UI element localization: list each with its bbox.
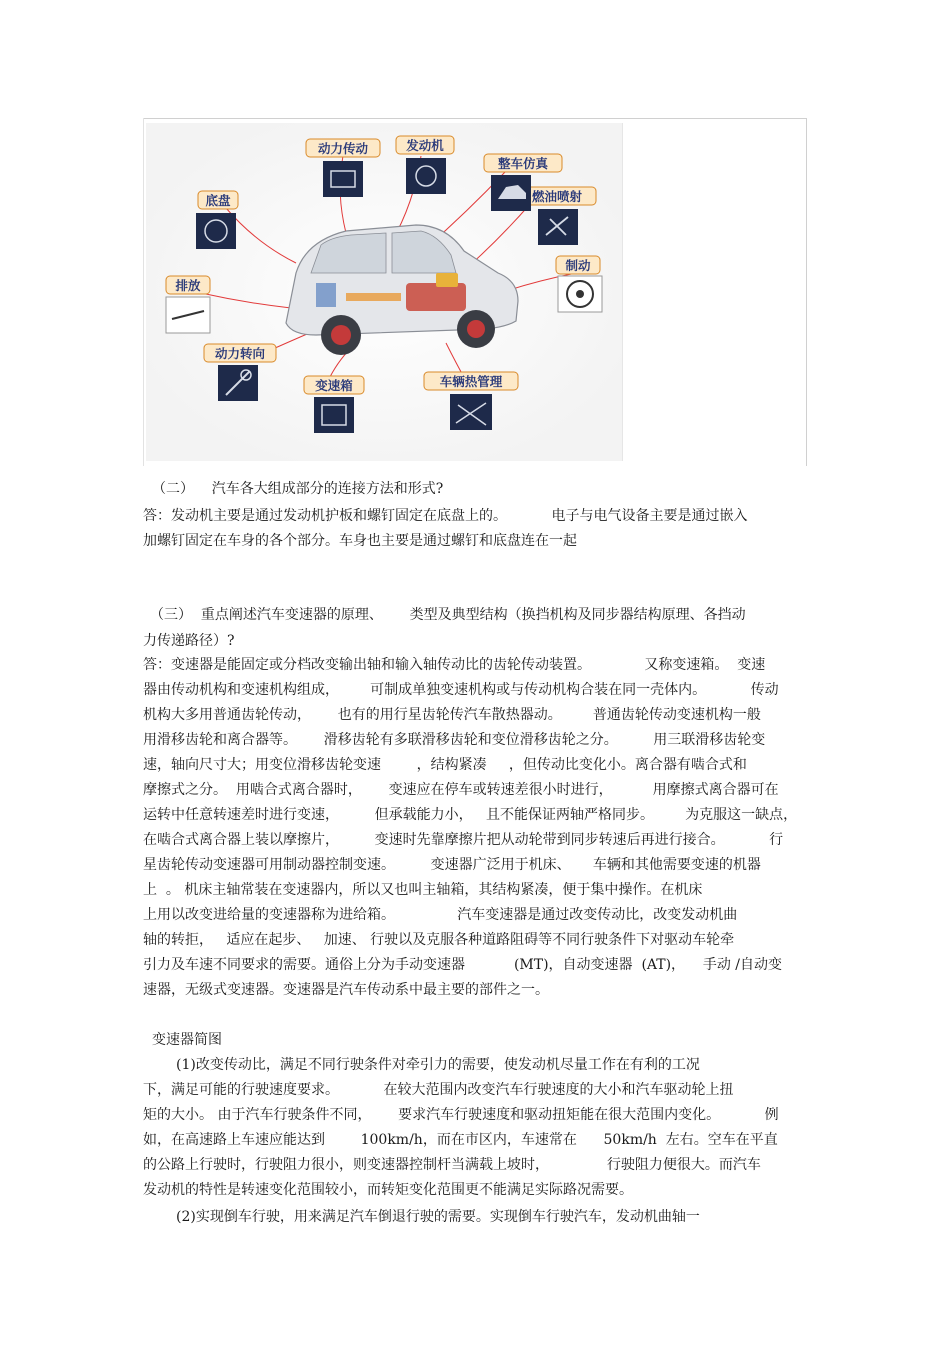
point-2-line-1: (2)实现倒车行驶，用来满足汽车倒退行驶的需要。实现倒车行驶汽车，发动机曲轴一	[176, 1209, 700, 1225]
label-gearbox: 变速箱	[315, 378, 353, 393]
section-heading-2: （二） 汽车各大组成部分的连接方法和形式?	[152, 481, 444, 497]
answer-3-line-8: 在啮合式离合器上装以摩擦片， 变速时先靠摩擦片把从动轮带到同步转速后再进行接合。 行	[143, 832, 784, 848]
label-vehicle-sim: 整车仿真	[497, 156, 549, 171]
point-1-line-1: (1)改变传动比，满足不同行驶条件对牵引力的需要，使发动机尽量工作在有利的工况	[176, 1057, 700, 1073]
answer-3-line-14: 速器，无级式变速器。变速器是汽车传动系中最主要的部件之一。	[143, 982, 549, 998]
point-1-line-3: 矩的大小。 由于汽车行驶条件不同， 要求汽车行驶速度和驱动扭矩能在很大范围内变化。 例	[143, 1107, 779, 1123]
engine-icon	[406, 158, 446, 194]
point-1-line-2: 下，满足可能的行驶速度要求。 在较大范围内改变汽车行驶速度的大小和汽车驱动轮上扭	[143, 1082, 734, 1098]
figure-frame-top	[143, 118, 807, 119]
answer-3-line-1: 答：变速器是能固定或分档改变输出轴和输入轴传动比的齿轮传动装置。 又称变速箱。 变速	[143, 657, 766, 673]
point-1-line-4: 如，在高速路上车速应能达到 100km/h，而在市区内，车速常在 50km/h 左右。空车在平直	[143, 1132, 778, 1148]
answer-3-line-6: 摩擦式之分。 用啮合式离合器时， 变速应在停车或转速差很小时进行， 用摩擦式离合器可在	[143, 782, 779, 798]
answer-3-line-12: 轴的转拒， 适应在起步、 加速、 行驶以及克服各种道路阻碍等不同行驶条件下对驱动车轮牵	[143, 932, 735, 948]
fuel-injection-icon	[538, 209, 578, 245]
gearbox-diagram-caption: 变速器简图	[152, 1032, 222, 1048]
label-chassis: 底盘	[205, 193, 231, 208]
answer-3-line-2: 器由传动机构和变速机构组成， 可制成单独变速机构或与传动机构合装在同一壳体内。 传动	[143, 682, 779, 698]
label-fuel-injection: 燃油喷射	[531, 189, 583, 204]
answer-3-line-11: 上用以改变进给量的变速器称为进给箱。 汽车变速器是通过改变传动比，改变发动机曲	[143, 907, 738, 923]
section-heading-3-line-1: （三） 重点阐述汽车变速器的原理、 类型及典型结构（换挡机构及同步器结构原理、各挡动	[150, 607, 746, 623]
label-thermal: 车辆热管理	[439, 374, 503, 389]
vehicle-sim-icon	[491, 175, 531, 211]
brake-icon	[558, 276, 602, 312]
label-powertrain: 动力传动	[317, 141, 369, 156]
label-exhaust: 排放	[175, 278, 201, 293]
chassis-icon	[196, 213, 236, 249]
answer-3-line-13: 引力及车速不同要求的需要。通俗上分为手动变速器 (MT)，自动变速器 (AT)， 手动 /自动变	[143, 957, 783, 973]
section-heading-3-line-2: 力传递路径）?	[143, 633, 235, 649]
gearbox-icon	[314, 397, 354, 433]
answer-3-line-5: 速，轴向尺寸大；用变位滑移齿轮变速 ，结构紧凑 ，但传动比变化小。离合器有啮合式和	[143, 757, 747, 773]
label-brake: 制动	[565, 258, 591, 273]
label-steering: 动力转向	[214, 346, 266, 361]
point-1-line-5: 的公路上行驶时，行驶阻力很小，则变速器控制杆当满载上坡时， 行驶阻力便很大。而汽车	[143, 1157, 761, 1173]
answer-2-line-1: 答：发动机主要是通过发动机护板和螺钉固定在底盘上的。 电子与电气设备主要是通过嵌入	[143, 508, 748, 524]
powertrain-icon	[323, 161, 363, 197]
exhaust-icon	[166, 297, 210, 333]
answer-2-line-2: 加螺钉固定在车身的各个部分。车身也主要是通过螺钉和底盘连在一起	[143, 533, 577, 549]
thermal-icon	[450, 394, 492, 430]
steering-icon	[218, 365, 258, 401]
figure-frame-left	[143, 118, 144, 466]
answer-3-line-10: 上 。 机床主轴常装在变速器内，所以又也叫主轴箱，其结构紧凑，便于集中操作。在机床	[143, 882, 703, 898]
car-components-diagram	[146, 123, 623, 461]
answer-3-line-9: 星齿轮传动变速器可用制动器控制变速。 变速器广泛用于机床、 车辆和其他需要变速的机器	[143, 857, 761, 873]
answer-3-line-3: 机构大多用普通齿轮传动， 也有的用行星齿轮传汽车散热器动。 普通齿轮传动变速机构一般	[143, 707, 761, 723]
answer-3-line-4: 用滑移齿轮和离合器等。 滑移齿轮有多联滑移齿轮和变位滑移齿轮之分。 用三联滑移齿轮变	[143, 732, 766, 748]
label-engine: 发动机	[406, 138, 444, 153]
point-1-line-6: 发动机的特性是转速变化范围较小，而转矩变化范围更不能满足实际路况需要。	[143, 1182, 633, 1198]
answer-3-line-7: 运转中任意转速差时进行变速， 但承载能力小， 且不能保证两轴严格同步。 为克服这一缺点，	[143, 807, 798, 823]
figure-frame-right	[806, 118, 807, 466]
